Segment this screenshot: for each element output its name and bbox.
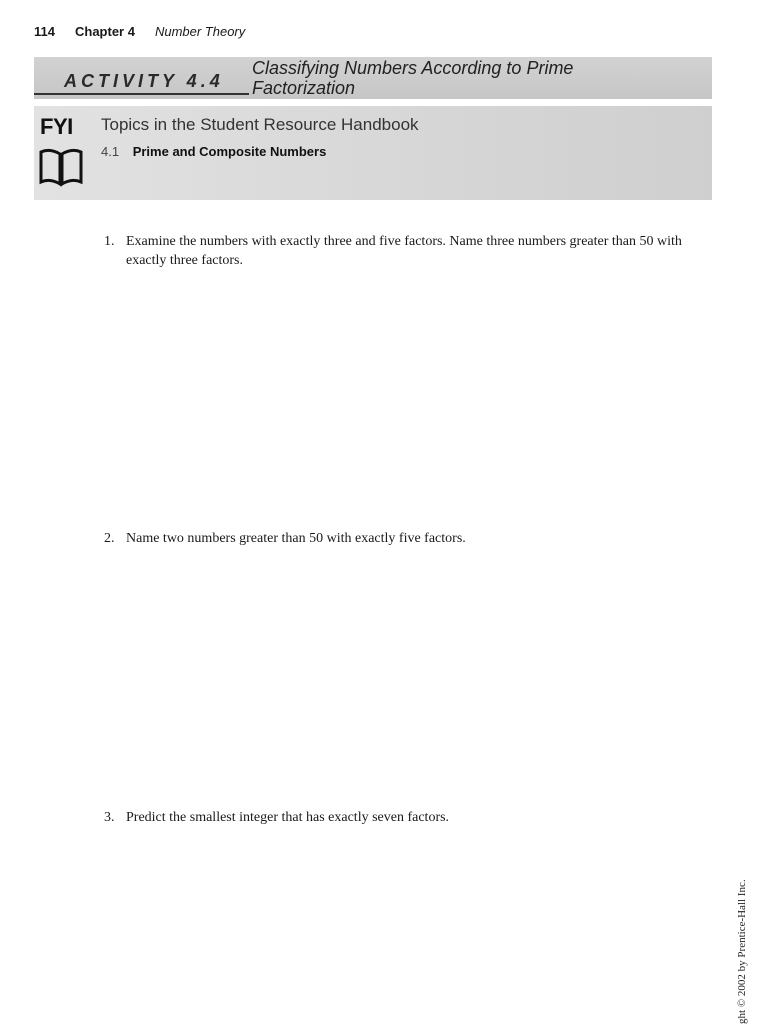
chapter-title: Number Theory	[154, 24, 246, 39]
question-1	[104, 232, 716, 270]
fyi-label: FYI	[40, 114, 73, 139]
question-text: Name two numbers greater than 50 with exactly five factors.	[126, 531, 466, 546]
copyright-notice: ght © 2002 by Prentice-Hall Inc.	[736, 879, 748, 1024]
fyi-heading: Topics in the Student Resource Handbook	[101, 115, 419, 134]
question-number: 3.	[104, 810, 115, 825]
book-icon	[38, 146, 84, 193]
running-head	[34, 24, 245, 39]
activity-underline	[34, 93, 249, 95]
fyi-box	[34, 106, 712, 200]
activity-banner	[34, 57, 712, 99]
activity-label: ACTIVITY 4.4	[64, 71, 224, 91]
activity-title	[252, 58, 692, 98]
question-number: 1.	[104, 234, 115, 249]
activity-title-line2: Factorization	[252, 78, 356, 98]
fyi-item-text: Prime and Composite Numbers	[132, 144, 327, 159]
question-2	[104, 529, 716, 548]
chapter-label: Chapter 4	[74, 24, 135, 39]
activity-title-line1: Classifying Numbers According to Prime	[252, 58, 574, 78]
question-text: Predict the smallest integer that has exactly seven factors.	[126, 810, 450, 825]
page-number: 114	[34, 24, 55, 39]
question-text: Examine the numbers with exactly three and five factors. Name three numbers greater than 50 with exactly three factors.	[126, 234, 682, 268]
fyi-item	[101, 144, 326, 159]
question-number: 2.	[104, 531, 115, 546]
fyi-item-number: 4.1	[101, 144, 120, 159]
question-3	[104, 808, 716, 827]
